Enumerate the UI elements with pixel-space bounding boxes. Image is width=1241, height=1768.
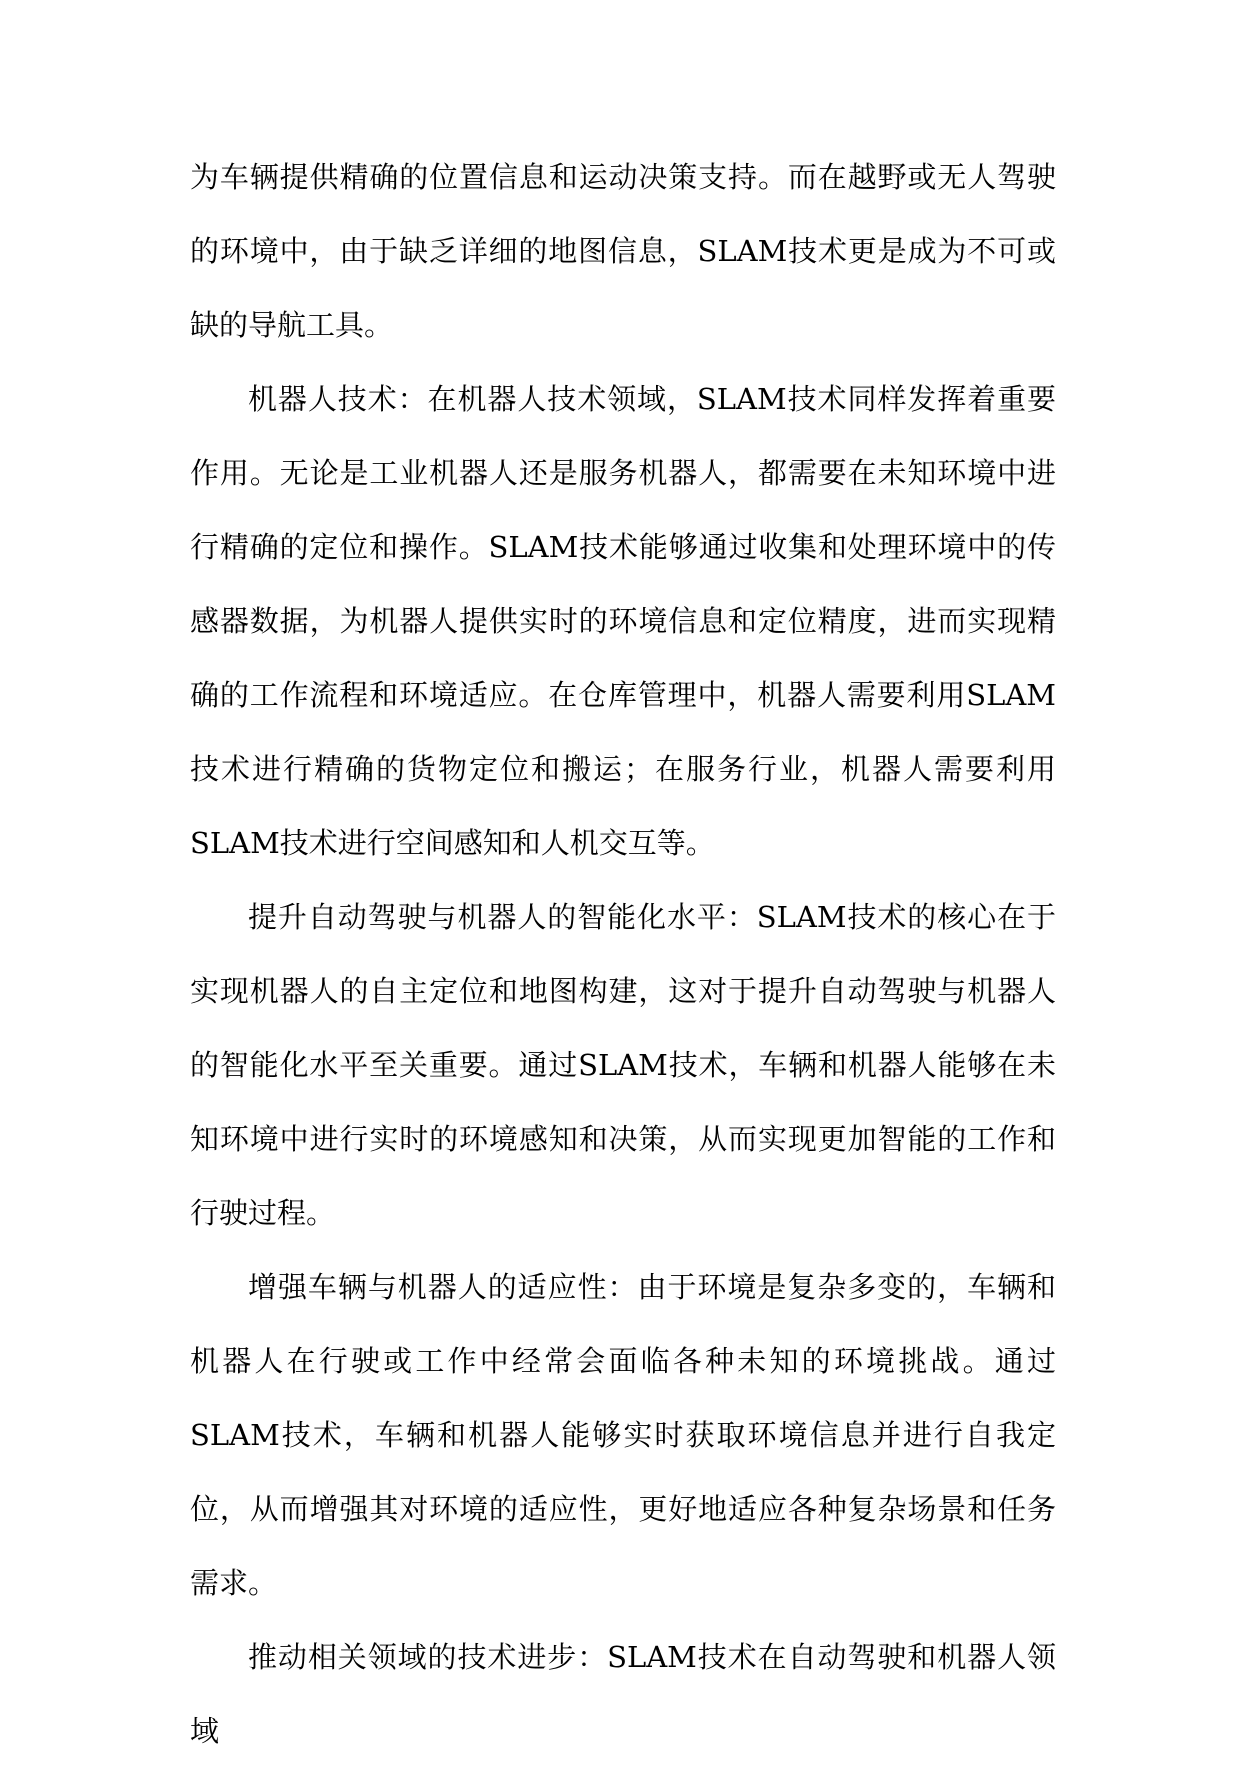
document-page <box>190 140 1056 1768</box>
paragraph-adaptability: 增强车辆与机器人的适应性：由于环境是复杂多变的，车辆和机器人在行驶或工作中经常会面临各种未知的环境挑战。通过SLAM技术，车辆和机器人能够实时获取环境信息并进行自我定位，从而增强其对环境的适应性，更好地适应各种复杂场景和任务需求。 <box>190 1270 1056 1600</box>
paragraph-continued: 为车辆提供精确的位置信息和运动决策支持。而在越野或无人驾驶的环境中，由于缺乏详细的地图信息，SLAM技术更是成为不可或缺的导航工具。 <box>190 160 1056 342</box>
paragraph-tech-progress: 推动相关领域的技术进步：SLAM技术在自动驾驶和机器人领域 <box>190 1640 1056 1748</box>
paragraph-intelligence: 提升自动驾驶与机器人的智能化水平：SLAM技术的核心在于实现机器人的自主定位和地图构建，这对于提升自动驾驶与机器人的智能化水平至关重要。通过SLAM技术，车辆和机器人能够在未知环境中进行实时的环境感知和决策，从而实现更加智能的工作和行驶过程。 <box>190 900 1056 1230</box>
paragraph-robot-tech: 机器人技术：在机器人技术领域，SLAM技术同样发挥着重要作用。无论是工业机器人还是服务机器人，都需要在未知环境中进行精确的定位和操作。SLAM技术能够通过收集和处理环境中的传感器数据，为机器人提供实时的环境信息和定位精度，进而实现精确的工作流程和环境适应。在仓库管理中，机器人需要利用SLAM技术进行精确的货物定位和搬运；在服务行业，机器人需要利用SLAM技术进行空间感知和人机交互等。 <box>190 382 1056 860</box>
